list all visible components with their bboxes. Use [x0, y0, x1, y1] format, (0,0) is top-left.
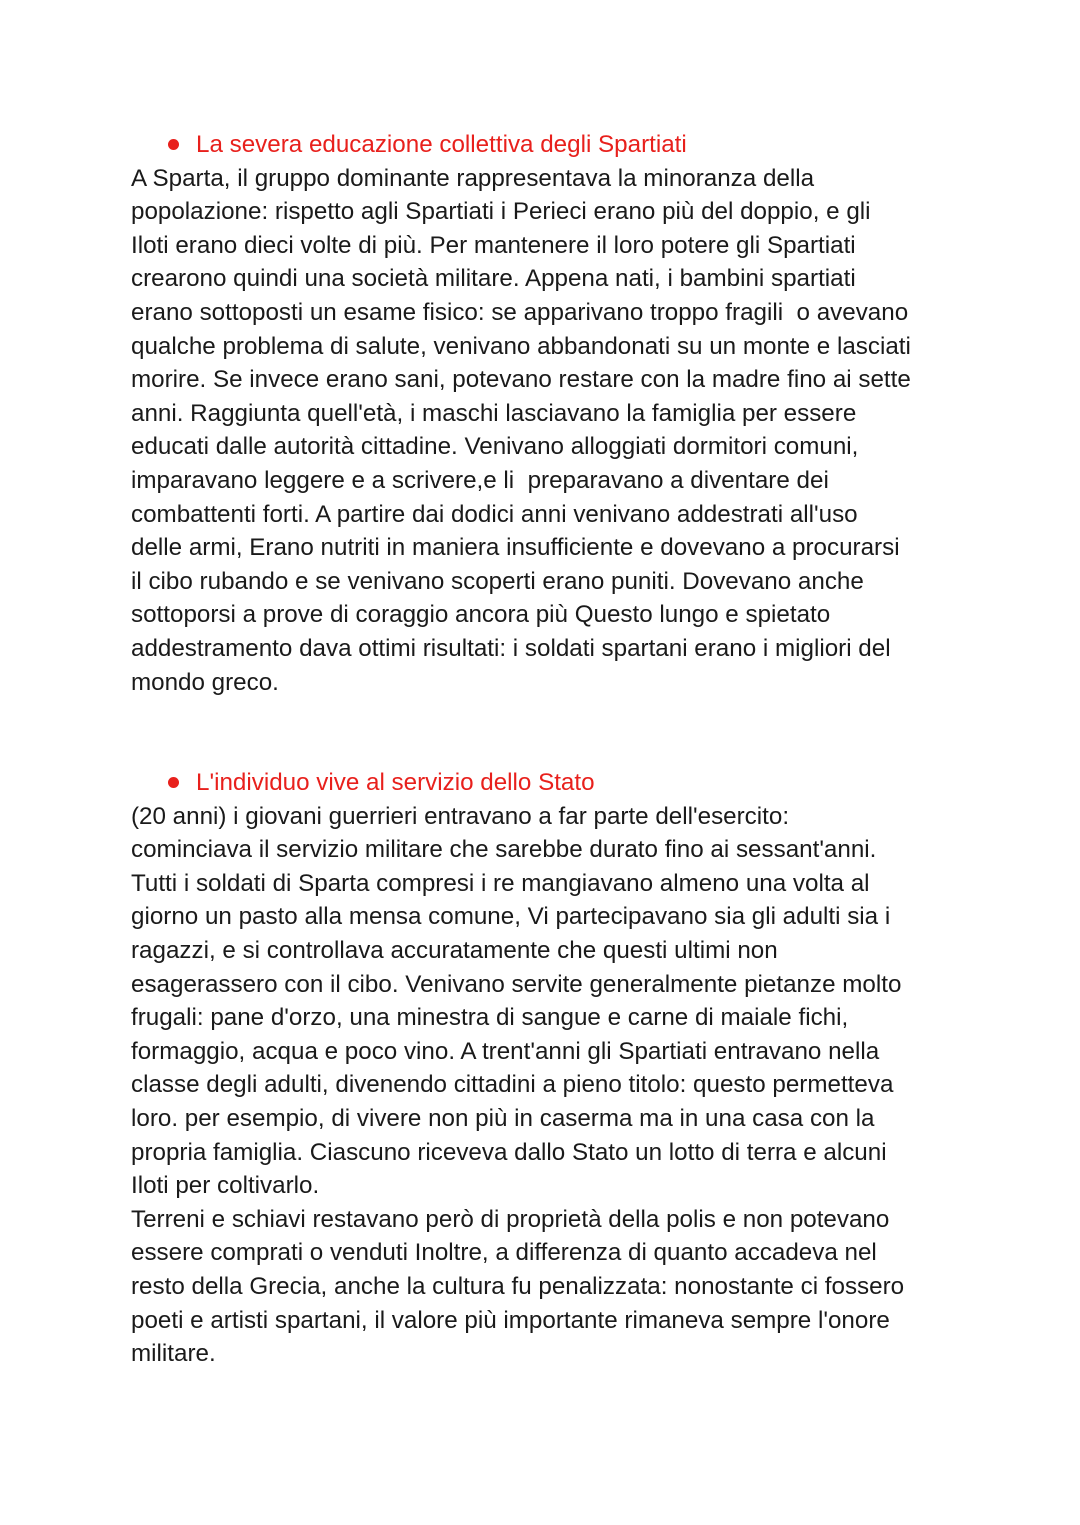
text-line: poeti e artisti spartani, il valore più importante rimaneva sempre l'onore: [131, 1306, 890, 1334]
section-service-to-state: [131, 766, 961, 1371]
section-heading: [131, 766, 961, 800]
text-line: frugali: pane d'orzo, una minestra di sangue e carne di maiale fichi,: [131, 1004, 849, 1032]
bullet-icon: [168, 139, 179, 150]
section-heading-text: L'individuo vive al servizio dello Stato: [196, 769, 595, 796]
text-line: cominciava il servizio militare che sarebbe durato fino ai sessant'anni.: [131, 836, 877, 864]
text-line: morire. Se invece erano sani, potevano restare con la madre fino ai sette: [131, 366, 911, 394]
text-line: qualche problema di salute, venivano abbandonati su un monte e lasciati: [131, 332, 911, 360]
text-line: imparavano leggere e a scrivere,e li preparavano a diventare dei: [131, 466, 829, 494]
text-line: erano sottoposti un esame fisico: se apparivano troppo fragili o avevano: [131, 298, 909, 326]
text-line: resto della Grecia, anche la cultura fu penalizzata: nonostante ci fossero: [131, 1272, 905, 1300]
text-line: militare.: [131, 1340, 216, 1368]
section-heading-text: La severa educazione collettiva degli Spartiati: [196, 131, 687, 158]
text-line: combattenti forti. A partire dai dodici anni venivano addestrati all'uso: [131, 500, 858, 528]
text-line: crearono quindi una società militare. Appena nati, i bambini spartiati: [131, 265, 856, 293]
text-line: addestramento dava ottimi risultati: i soldati spartani erano i migliori del: [131, 634, 891, 662]
text-line: giorno un pasto alla mensa comune, Vi partecipavano sia gli adulti sia i: [131, 903, 891, 931]
text-line: esagerassero con il cibo. Venivano servite generalmente pietanze molto: [131, 970, 902, 998]
bullet-icon: [168, 777, 179, 788]
text-line: essere comprati o venduti Inoltre, a differenza di quanto accadeva nel: [131, 1239, 877, 1267]
text-line: mondo greco.: [131, 668, 279, 696]
text-line: classe degli adulti, divenendo cittadini a pieno titolo: questo permetteva: [131, 1071, 894, 1099]
text-line: delle armi, Erano nutriti in maniera insufficiente e dovevano a procurarsi: [131, 534, 900, 562]
text-line: (20 anni) i giovani guerrieri entravano a far parte dell'esercito:: [131, 802, 790, 830]
text-line: anni. Raggiunta quell'età, i maschi lasciavano la famiglia per essere: [131, 399, 857, 427]
text-line: il cibo rubando e se venivano scoperti erano puniti. Dovevano anche: [131, 567, 864, 595]
text-line: Iloti per coltivarlo.: [131, 1172, 320, 1200]
body-paragraph: [131, 162, 961, 700]
section-heading: [131, 128, 961, 162]
text-line: propria famiglia. Ciascuno riceveva dallo Stato un lotto di terra e alcuni: [131, 1138, 887, 1166]
text-line: Terreni e schiavi restavano però di proprietà della polis e non potevano: [131, 1205, 890, 1233]
text-line: Iloti erano dieci volte di più. Per mantenere il loro potere gli Spartiati: [131, 231, 856, 259]
body-paragraph: [131, 800, 961, 1203]
text-line: ragazzi, e si controllava accuratamente che questi ultimi non: [131, 936, 778, 964]
text-line: Tutti i soldati di Sparta compresi i re mangiavano almeno una volta al: [131, 869, 870, 897]
text-line: A Sparta, il gruppo dominante rappresentava la minoranza della: [131, 164, 815, 192]
text-line: popolazione: rispetto agli Spartiati i Perieci erano più del doppio, e gli: [131, 198, 871, 226]
body-paragraph: [131, 1203, 961, 1371]
text-line: educati dalle autorità cittadine. Venivano alloggiati dormitori comuni,: [131, 433, 859, 461]
text-line: sottoporsi a prove di coraggio ancora più Questo lungo e spietato: [131, 601, 831, 629]
section-spartan-education: [131, 128, 961, 699]
text-line: formaggio, acqua e poco vino. A trent'anni gli Spartiati entravano nella: [131, 1037, 880, 1065]
text-line: loro. per esempio, di vivere non più in caserma ma in una casa con la: [131, 1104, 875, 1132]
